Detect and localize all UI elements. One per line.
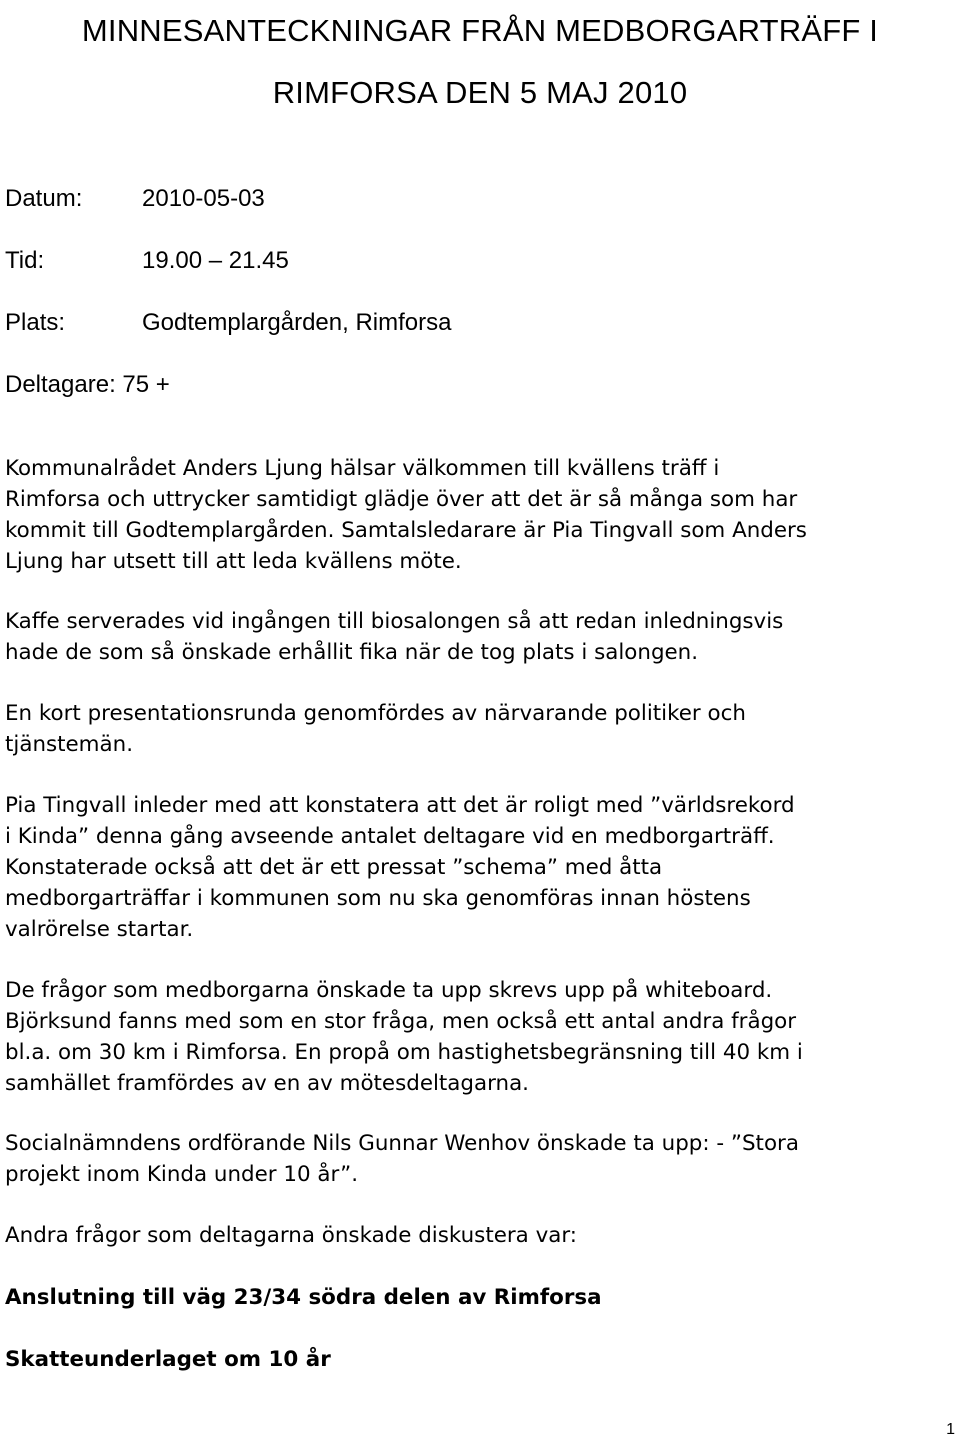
meta-date-row: [5, 184, 265, 214]
date-label: Datum:: [5, 185, 83, 212]
place-label: Plats:: [5, 309, 66, 336]
date-value: 2010-05-03: [142, 185, 265, 212]
time-value: 19.00 – 21.45: [142, 247, 289, 274]
heading-road-connection: Anslutning till väg 23/34 södra delen av Rimforsa: [5, 1285, 602, 1310]
meta-participants-row: [5, 370, 170, 400]
title-line-1: MINNESANTECKNINGAR FRÅN MEDBORGARTRÄFF I: [81, 13, 879, 48]
paragraph-coffee: Kaffe serverades vid ingången till biosalongen så att redan inledningsvis hade de som så önskade erhållit fika när de tog plats i salongen.: [5, 609, 784, 665]
document-title: [0, 0, 960, 124]
page-number: 1: [946, 1421, 955, 1438]
place-value: Godtemplargården, Rimforsa: [142, 309, 452, 336]
paragraph-welcome: Kommunalrådet Anders Ljung hälsar välkommen till kvällens träff i Rimforsa och uttrycker samtidigt glädje över att det är så många som har kommit till Godtemplargården. Samtalsledarare är Pia Tingvall som Anders Ljung har utsett till att leda kvällens möte.: [5, 456, 807, 574]
participants-text: Deltagare: 75 +: [5, 371, 170, 398]
title-line-2: RIMFORSA DEN 5 MAJ 2010: [272, 75, 688, 110]
heading-tax-base: Skatteunderlaget om 10 år: [5, 1347, 331, 1372]
paragraph-pia-tingvall: Pia Tingvall inleder med att konstatera att det är roligt med ”världsrekord i Kinda” denna gång avseende antalet deltagare vid en medborgarträff. Konstaterade också att det är ett pressat ”schema” med åtta medborgarträffar i kommunen som nu ska genomföras innan höstens valrörelse startar.: [5, 793, 795, 942]
paragraph-questions: De frågor som medborgarna önskade ta upp skrevs upp på whiteboard. Björksund fanns med som en stor fråga, men också ett antal andra frågor bl.a. om 30 km i Rimforsa. En propå om hastighetsbegränsning till 40 km i samhället framfördes av en av mötesdeltagarna.: [5, 978, 803, 1096]
paragraph-presentation: En kort presentationsrunda genomfördes av närvarande politiker och tjänstemän.: [5, 701, 746, 757]
paragraph-other-questions: Andra frågor som deltagarna önskade diskustera var:: [5, 1223, 577, 1248]
meta-place-row: [5, 308, 451, 338]
meta-time-row: [5, 246, 289, 276]
time-label: Tid:: [5, 247, 45, 274]
paragraph-social-committee: Socialnämndens ordförande Nils Gunnar Wenhov önskade ta upp: - ”Stora projekt inom Kinda under 10 år”.: [5, 1131, 799, 1187]
